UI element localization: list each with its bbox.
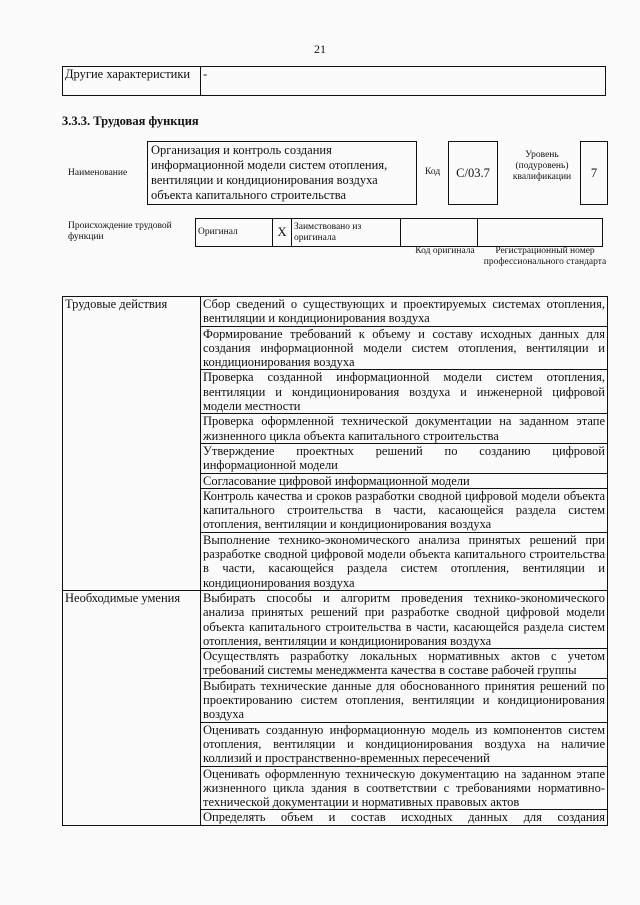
code-label: Код bbox=[425, 167, 441, 177]
reg-number-cell bbox=[478, 219, 603, 247]
code-original-caption: Код оригинала bbox=[415, 246, 475, 256]
original-mark: X bbox=[273, 219, 292, 247]
skill-item: Выбирать способы и алгоритм проведения технико-экономического анализа принятых решений при разработке сводной цифровой модели объекта капитального строительства в части, касающейся раздела систем отопления, вентиляции и кондиционирования воздуха bbox=[201, 590, 608, 648]
labor-function-table bbox=[62, 296, 608, 826]
original-label: Оригинал bbox=[196, 219, 273, 247]
origin-table bbox=[195, 218, 603, 247]
skill-item: Выбирать технические данные для обоснованного принятия решений по проектированию систем отопления, вентиляции и кондиционирования воздуха bbox=[201, 678, 608, 722]
labor-action-item: Формирование требований к объему и составу исходных данных для создания информационной модели систем отопления, вентиляции и кондиционирования воздуха bbox=[201, 326, 608, 370]
skill-item: Оценивать оформленную техническую документацию на заданном этапе жизненного цикла здания в соответствии с требованиями нормативно-технической документации и нормативных правовых актов bbox=[201, 766, 608, 810]
skill-item: Оценивать созданную информационную модель из компонентов систем отопления, вентиляции и кондиционирования воздуха на наличие коллизий и пространственно-временных пересечений bbox=[201, 722, 608, 766]
labor-action-item: Контроль качества и сроков разработки сводной цифровой модели объекта капитального строительства в части, касающейся раздела систем отопления, вентиляции и кондиционирования воздуха bbox=[201, 488, 608, 532]
labor-action-item: Проверка оформленной технической документации на заданном этапе жизненного цикла объекта капитального строительства bbox=[201, 414, 608, 444]
borrowed-label: Заимствовано из оригинала bbox=[292, 219, 401, 247]
page-number: 21 bbox=[314, 42, 326, 56]
skill-item: Осуществлять разработку локальных нормативных актов с учетом требований системы менеджмента качества в составе рабочей группы bbox=[201, 649, 608, 679]
qualification-level: 7 bbox=[580, 141, 608, 205]
code-original-cell bbox=[401, 219, 478, 247]
function-code: C/03.7 bbox=[448, 141, 498, 205]
labor-action-item: Согласование цифровой информационной модели bbox=[201, 473, 608, 488]
labor-action-item: Утверждение проектных решений по созданию цифровой информационной модели bbox=[201, 443, 608, 473]
function-name: Организация и контроль создания информационной модели систем отопления, вентиляции и кондиционирования воздуха объекта капитального строительства bbox=[147, 141, 417, 205]
labor-actions-label: Трудовые действия bbox=[63, 297, 201, 591]
reg-number-caption: Регистрационный номер профессионального стандарта bbox=[483, 246, 607, 267]
qualification-level-label: Уровень (подуровень) квалификации bbox=[512, 150, 572, 182]
labor-action-item: Выполнение технико-экономического анализа принятых решений при разработке сводной цифровой модели объекта капитального строительства в части, касающейся раздела систем отопления, вентиляции и кондиционирования воздуха bbox=[201, 532, 608, 590]
labor-action-item: Проверка созданной информационной модели систем отопления, вентиляции и кондиционирования воздуха и инженерной цифровой модели местности bbox=[201, 370, 608, 414]
other-characteristics-table bbox=[62, 66, 606, 96]
skill-item: Определять объем и состав исходных данных для создания bbox=[201, 810, 608, 825]
name-label: Наименование bbox=[68, 168, 128, 178]
labor-action-item: Сбор сведений о существующих и проектируемых системах отопления, вентиляции и кондиционирования воздуха bbox=[201, 297, 608, 327]
other-characteristics-value: - bbox=[201, 67, 606, 96]
section-title: 3.3.3. Трудовая функция bbox=[62, 114, 199, 128]
required-skills-label: Необходимые умения bbox=[63, 590, 201, 825]
origin-label: Происхождение трудовой функции bbox=[68, 221, 172, 242]
other-characteristics-label: Другие характеристики bbox=[63, 67, 201, 96]
